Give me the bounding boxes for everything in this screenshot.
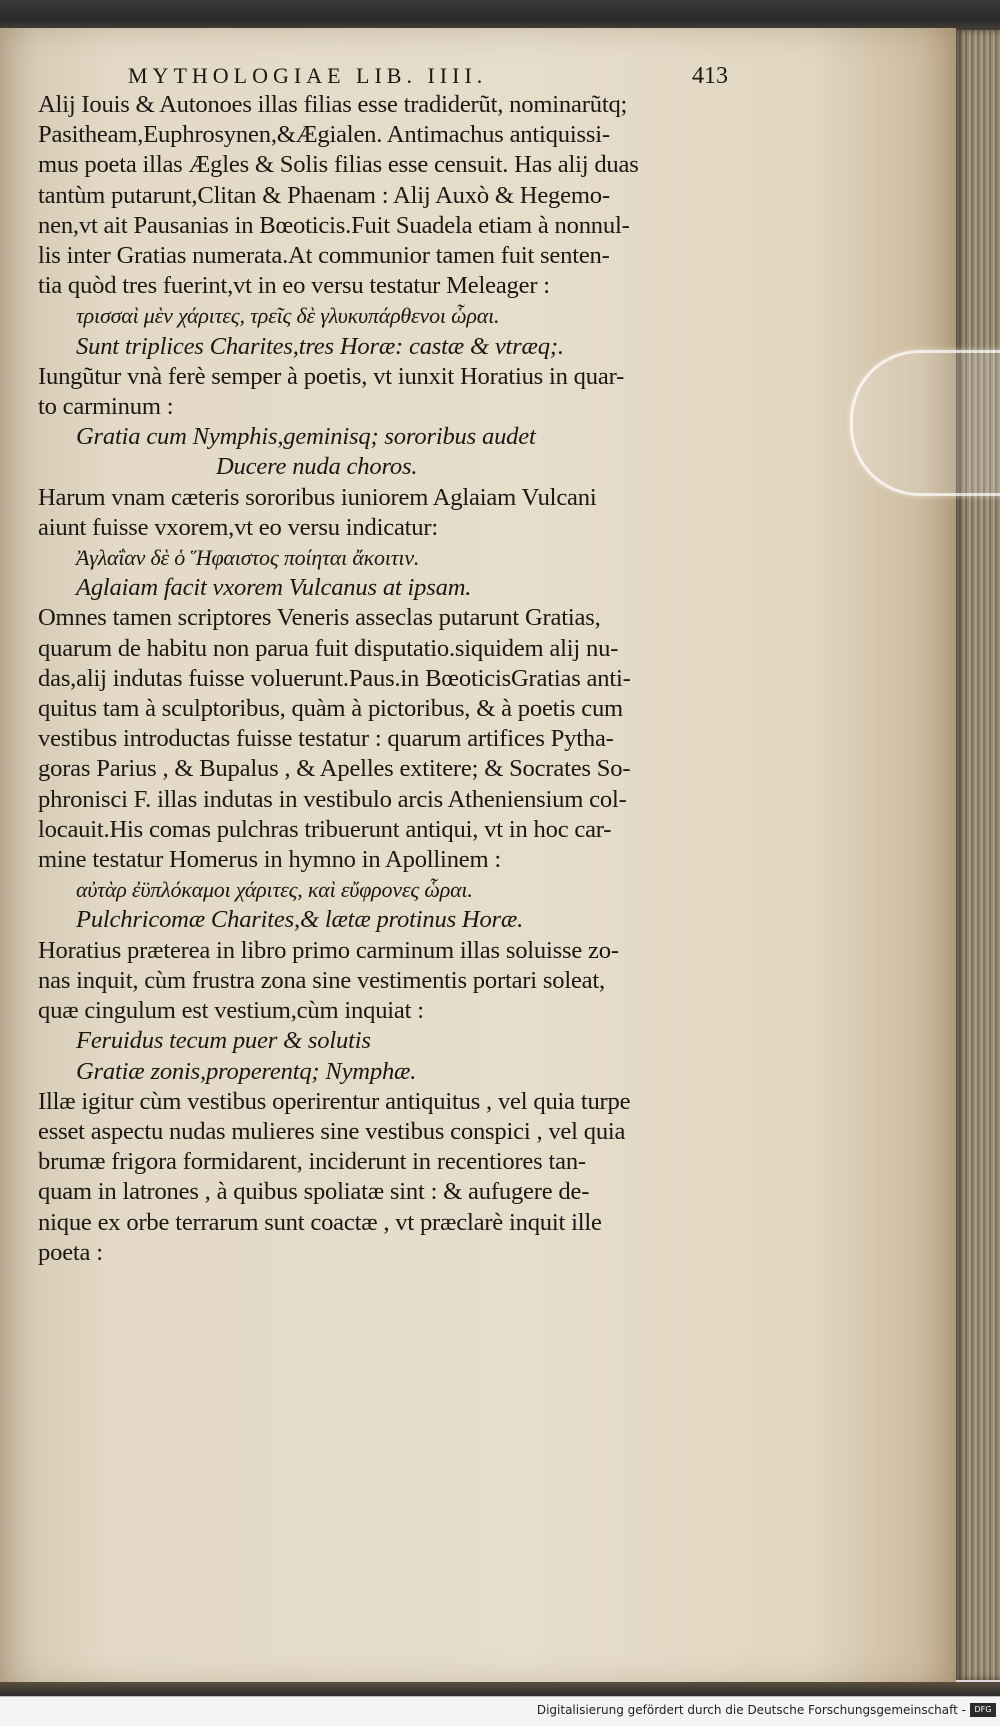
text-line: das,alij indutas fuisse voluerunt.Paus.in BœoticisGratias anti- — [38, 664, 631, 692]
text-line: Feruidus tecum puer & solutis — [76, 1027, 371, 1055]
text-lines — [38, 90, 728, 1268]
text-line: tia quòd tres fuerint,vt in eo versu testatur Meleager : — [38, 272, 550, 300]
text-line: quam in latrones , à quibus spoliatæ sint : & aufugere de- — [38, 1178, 590, 1206]
text-line: mus poeta illas Ægles & Solis filias esse censuit. Has alij duas — [38, 151, 639, 179]
text-line: Harum vnam cæteris sororibus iuniorem Aglaiam Vulcani — [38, 483, 597, 511]
text-line: Omnes tamen scriptores Veneris asseclas putarunt Gratias, — [38, 604, 601, 632]
text-line: phronisci F. illas indutas in vestibulo arcis Atheniensium col- — [38, 785, 627, 813]
text-line: nas inquit, cùm frustra zona sine vestimentis portari soleat, — [38, 966, 605, 994]
text-line: Iungũtur vnà ferè semper à poetis, vt iunxit Horatius in quar- — [38, 362, 625, 390]
running-head — [128, 62, 728, 90]
dfg-logo-icon: DFG — [970, 1703, 996, 1717]
text-line: Aglaiam facit vxorem Vulcanus at ipsam. — [76, 574, 472, 602]
text-line: quitus tam à sculptoribus, quàm à pictoribus, & à poetis cum — [38, 695, 623, 723]
running-head-title: MYTHOLOGIAE LIB. IIII. — [128, 63, 488, 88]
text-line: Gratia cum Nymphis,geminisq; sororibus audet — [76, 423, 536, 451]
text-line: goras Parius , & Bupalus , & Apelles extitere; & Socrates So- — [38, 755, 631, 783]
page-text — [38, 62, 728, 1268]
page-clip — [850, 350, 1000, 496]
book-page-edges — [956, 30, 1000, 1680]
text-line: poeta : — [38, 1238, 103, 1266]
text-line: Ἀγλαΐαν δὲ ὁ Ἥφαιστος ποίηται ἄκοιτιν. — [76, 545, 420, 571]
text-line: Pulchricomæ Charites,& lætæ protinus Horæ. — [76, 906, 524, 934]
text-line: quarum de habitu non parua fuit disputatio.siquidem alij nu- — [38, 634, 619, 662]
text-line: quæ cingulum est vestium,cùm inquiat : — [38, 997, 424, 1025]
text-line: Pasitheam,Euphrosynen,&Ægialen. Antimachus antiquissi- — [38, 121, 610, 149]
text-line: nen,vt ait Pausanias in Bœoticis.Fuit Suadela etiam à nonnul- — [38, 211, 630, 239]
text-line: locauit.His comas pulchras tribuerunt antiqui, vt in hoc car- — [38, 815, 612, 843]
text-line: Alij Iouis & Autonoes illas filias esse tradiderũt, nominarũtq; — [38, 91, 628, 118]
book-bottom-edge — [0, 1682, 1000, 1696]
text-line: Ducere nuda choros. — [216, 453, 418, 481]
text-line: nique ex orbe terrarum sunt coactæ , vt præclarè inquit ille — [38, 1208, 602, 1236]
text-line: αὐτὰρ ἐϋπλόκαμοι χάριτες, καὶ εὔφρονες ὧραι. — [76, 877, 473, 903]
funding-credit: Digitalisierung gefördert durch die Deutsche Forschungsgemeinschaft - — [536, 1703, 966, 1717]
text-line: Horatius præterea in libro primo carminum illas soluisse zo- — [38, 936, 619, 964]
text-line: aiunt fuisse vxorem,vt eo versu indicatur: — [38, 513, 439, 541]
folio-number: 413 — [692, 63, 728, 89]
text-line: esset aspectu nudas mulieres sine vestibus conspici , vel quia — [38, 1117, 626, 1145]
text-line: Gratiæ zonis,properentq; Nymphæ. — [76, 1057, 417, 1085]
text-line: to carminum : — [38, 393, 174, 421]
text-line: mine testatur Homerus in hymno in Apollinem : — [38, 846, 502, 874]
text-line: vestibus introductas fuisse testatur : quarum artifices Pytha- — [38, 725, 614, 753]
text-line: tantùm putarunt,Clitan & Phaenam : Alij Auxò & Hegemo- — [38, 181, 610, 209]
text-line: brumæ frigora formidarent, inciderunt in recentiores tan- — [38, 1148, 586, 1176]
text-line: lis inter Gratias numerata.At communior tamen fuit senten- — [38, 242, 610, 270]
text-line: Illæ igitur cùm vestibus operirentur antiquitus , vel quia turpe — [38, 1087, 631, 1115]
text-line: Sunt triplices Charites,tres Horæ: castæ & vtræq;. — [76, 332, 564, 360]
text-line: τρισσαὶ μὲν χάριτες, τρεῖς δὲ γλυκυπάρθενοι ὧραι. — [76, 303, 500, 329]
footer-bar — [0, 1696, 1000, 1726]
